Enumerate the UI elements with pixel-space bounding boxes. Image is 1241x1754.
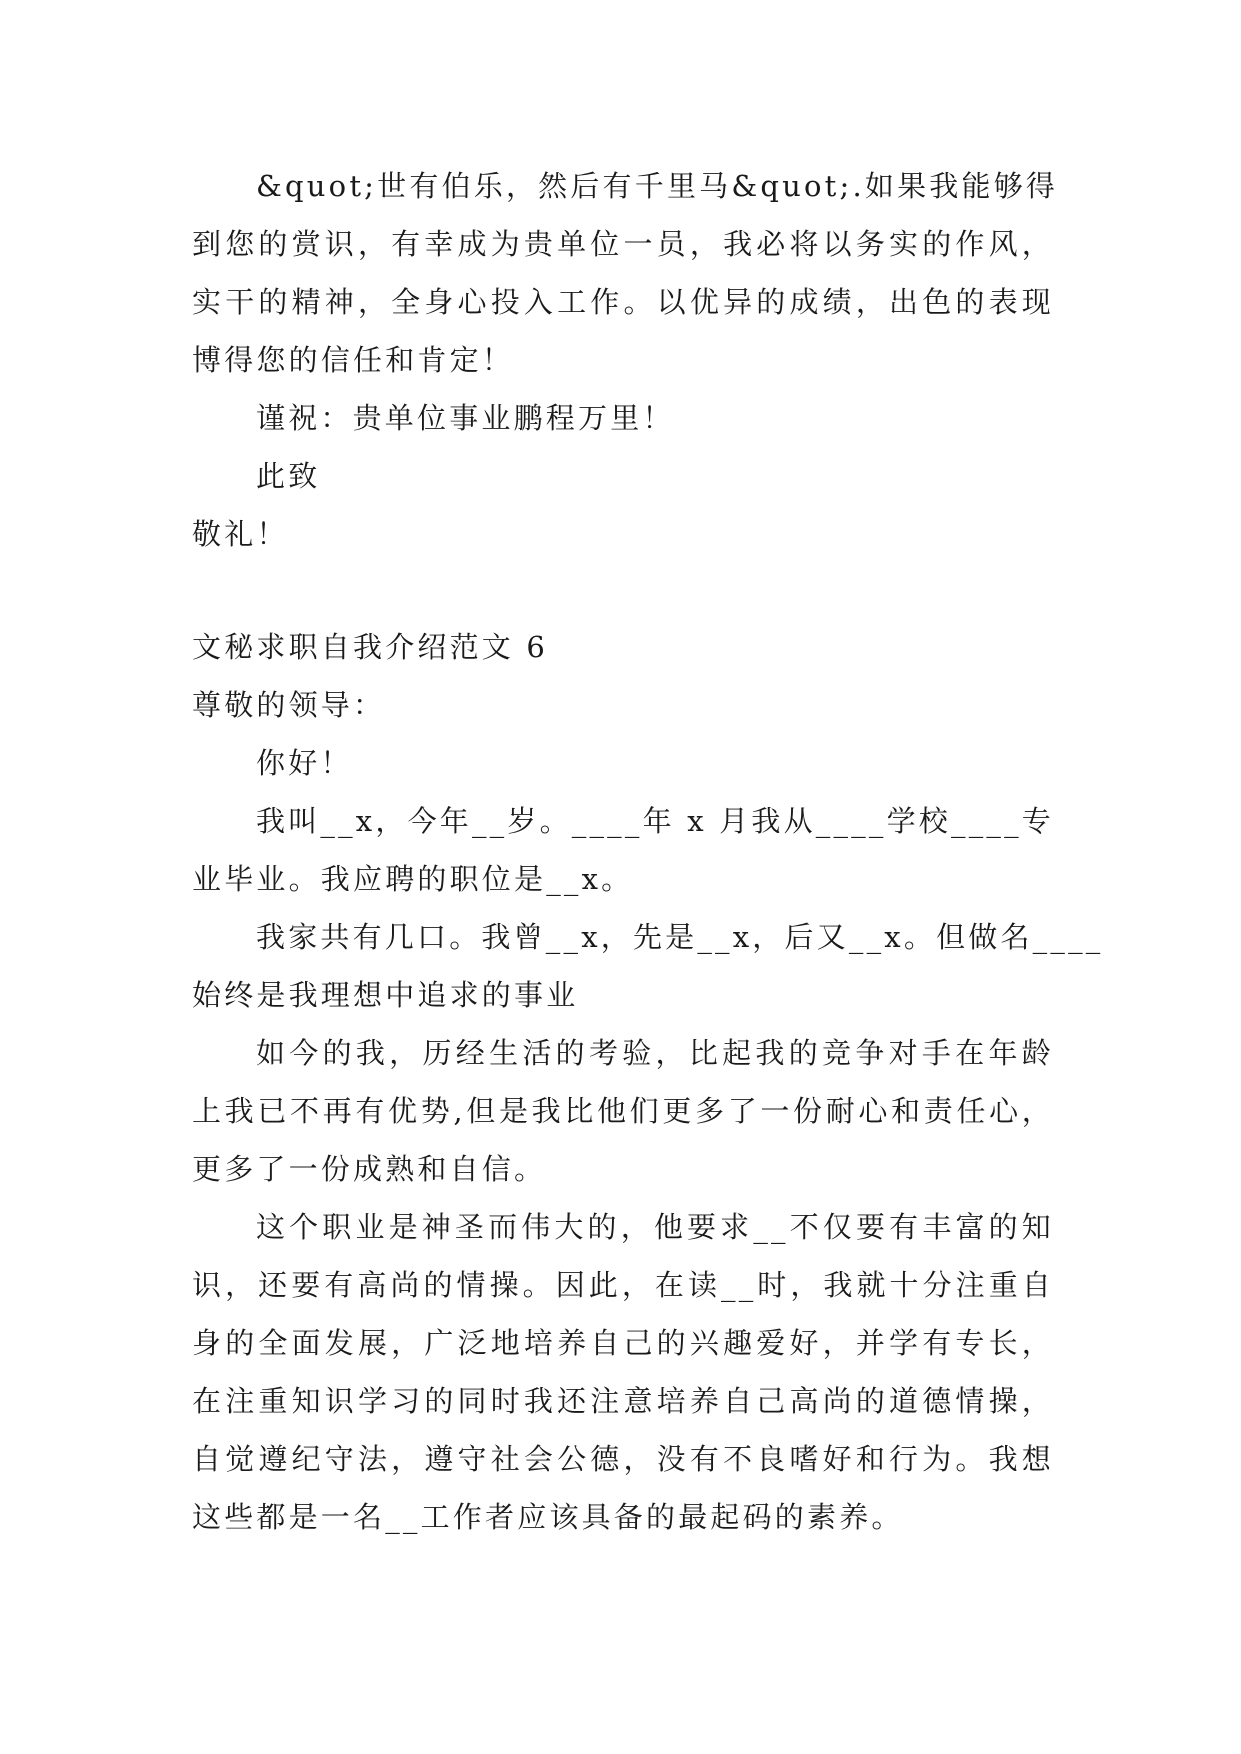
closing-ci-zhi: 此致 <box>256 459 321 493</box>
paragraph-line: 自觉遵纪守法，遵守社会公德，没有不良嗜好和行为。我想 <box>192 1442 1054 1476</box>
paragraph-line: 博得您的信任和肯定！ <box>192 343 515 377</box>
paragraph-line: 始终是我理想中追求的事业 <box>192 978 579 1012</box>
section-title: 文秘求职自我介绍范文 6 <box>192 630 549 664</box>
paragraph-line: 身的全面发展，广泛地培养自己的兴趣爱好，并学有专长， <box>192 1326 1054 1360</box>
closing-salute: 敬礼！ <box>192 517 289 551</box>
greeting: 你好！ <box>256 746 353 780</box>
paragraph-line: 实干的精神，全身心投入工作。以优异的成绩，出色的表现 <box>192 285 1054 319</box>
paragraph-line: 我叫__x，今年__岁。____年 x 月我从____学校____专 <box>256 804 1054 838</box>
paragraph-line: 在注重知识学习的同时我还注意培养自己高尚的道德情操， <box>192 1384 1054 1418</box>
paragraph-line: 业毕业。我应聘的职位是__x。 <box>192 862 634 896</box>
paragraph-line: 上我已不再有优势,但是我比他们更多了一份耐心和责任心， <box>192 1094 1054 1128</box>
closing-wish: 谨祝：贵单位事业鹏程万里！ <box>256 401 675 435</box>
salutation: 尊敬的领导： <box>192 688 386 722</box>
paragraph-line: &quot;世有伯乐，然后有千里马&quot;.如果我能够得 <box>256 169 1059 203</box>
paragraph-line: 到您的赏识，有幸成为贵单位一员，我必将以务实的作风， <box>192 227 1054 261</box>
paragraph-line: 识，还要有高尚的情操。因此，在读__时，我就十分注重自 <box>192 1268 1054 1302</box>
paragraph-line: 这些都是一名__工作者应该具备的最起码的素养。 <box>192 1500 904 1534</box>
paragraph-line: 如今的我，历经生活的考验，比起我的竞争对手在年龄 <box>256 1036 1054 1070</box>
paragraph-line: 我家共有几口。我曾__x，先是__x，后又__x。但做名____ <box>256 920 1104 954</box>
paragraph-line: 这个职业是神圣而伟大的，他要求__不仅要有丰富的知 <box>256 1210 1054 1244</box>
paragraph-line: 更多了一份成熟和自信。 <box>192 1152 547 1186</box>
